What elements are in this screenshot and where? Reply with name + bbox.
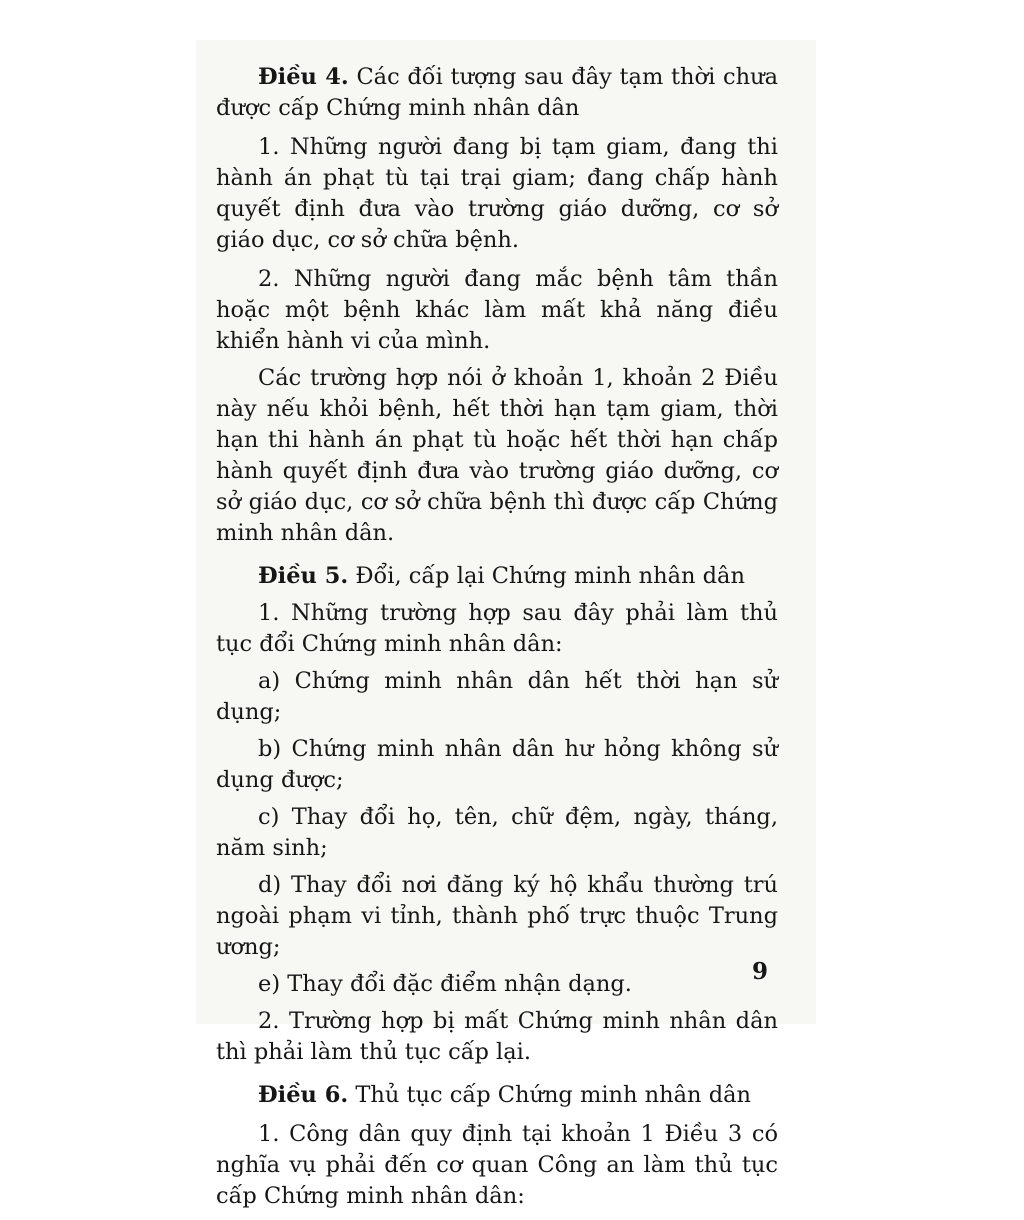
article-5-label: Điều 5. <box>258 563 349 589</box>
page-text <box>216 62 778 1220</box>
article-4-clause-2: 2. Những người đang mắc bệnh tâm thần hoặc một bệnh khác làm mất khả năng điều khiển hành vi của mình. <box>216 266 778 354</box>
article-5-item-e: e) Thay đổi đặc điểm nhận dạng. <box>258 971 632 997</box>
article-4-clause-1: 1. Những người đang bị tạm giam, đang thi hành án phạt tù tại trại giam; đang chấp hành quyết định đưa vào trường giáo dưỡng, cơ sở giáo dục, cơ sở chữa bệnh. <box>216 134 778 253</box>
article-5-item-c: c) Thay đổi họ, tên, chữ đệm, ngày, tháng, năm sinh; <box>216 804 778 861</box>
article-5-item-d: d) Thay đổi nơi đăng ký hộ khẩu thường trú ngoài phạm vi tỉnh, thành phố trực thuộc Trung ương; <box>216 872 778 960</box>
article-6-heading <box>216 1080 778 1111</box>
article-4-heading <box>216 62 778 124</box>
article-5-clause-2: 2. Trường hợp bị mất Chứng minh nhân dân thì phải làm thủ tục cấp lại. <box>216 1008 778 1065</box>
article-5-title: Đổi, cấp lại Chứng minh nhân dân <box>348 563 745 589</box>
article-5-item-a: a) Chứng minh nhân dân hết thời hạn sử dụng; <box>216 668 778 725</box>
article-4-title: Các đối tượng sau đây tạm thời chưa được cấp Chứng minh nhân dân <box>216 64 778 121</box>
article-5-item-b: b) Chứng minh nhân dân hư hỏng không sử dụng được; <box>216 736 778 793</box>
article-4-label: Điều 4. <box>258 64 349 90</box>
article-5-heading <box>216 561 778 592</box>
article-4-note: Các trường hợp nói ở khoản 1, khoản 2 Điều này nếu khỏi bệnh, hết thời hạn tạm giam, thời hạn thi hành án phạt tù hoặc hết thời hạn chấp hành quyết định đưa vào trường giáo dưỡng, cơ sở giáo dục, cơ sở chữa bệnh thì được cấp Chứng minh nhân dân. <box>216 365 778 546</box>
article-6-clause-1: 1. Công dân quy định tại khoản 1 Điều 3 có nghĩa vụ phải đến cơ quan Công an làm thủ tục cấp Chứng minh nhân dân: <box>216 1121 778 1209</box>
page-number: 9 <box>752 958 769 985</box>
article-6-label: Điều 6. <box>258 1082 349 1108</box>
article-6-title: Thủ tục cấp Chứng minh nhân dân <box>348 1082 751 1108</box>
article-5-clause-1: 1. Những trường hợp sau đây phải làm thủ tục đổi Chứng minh nhân dân: <box>216 600 778 657</box>
